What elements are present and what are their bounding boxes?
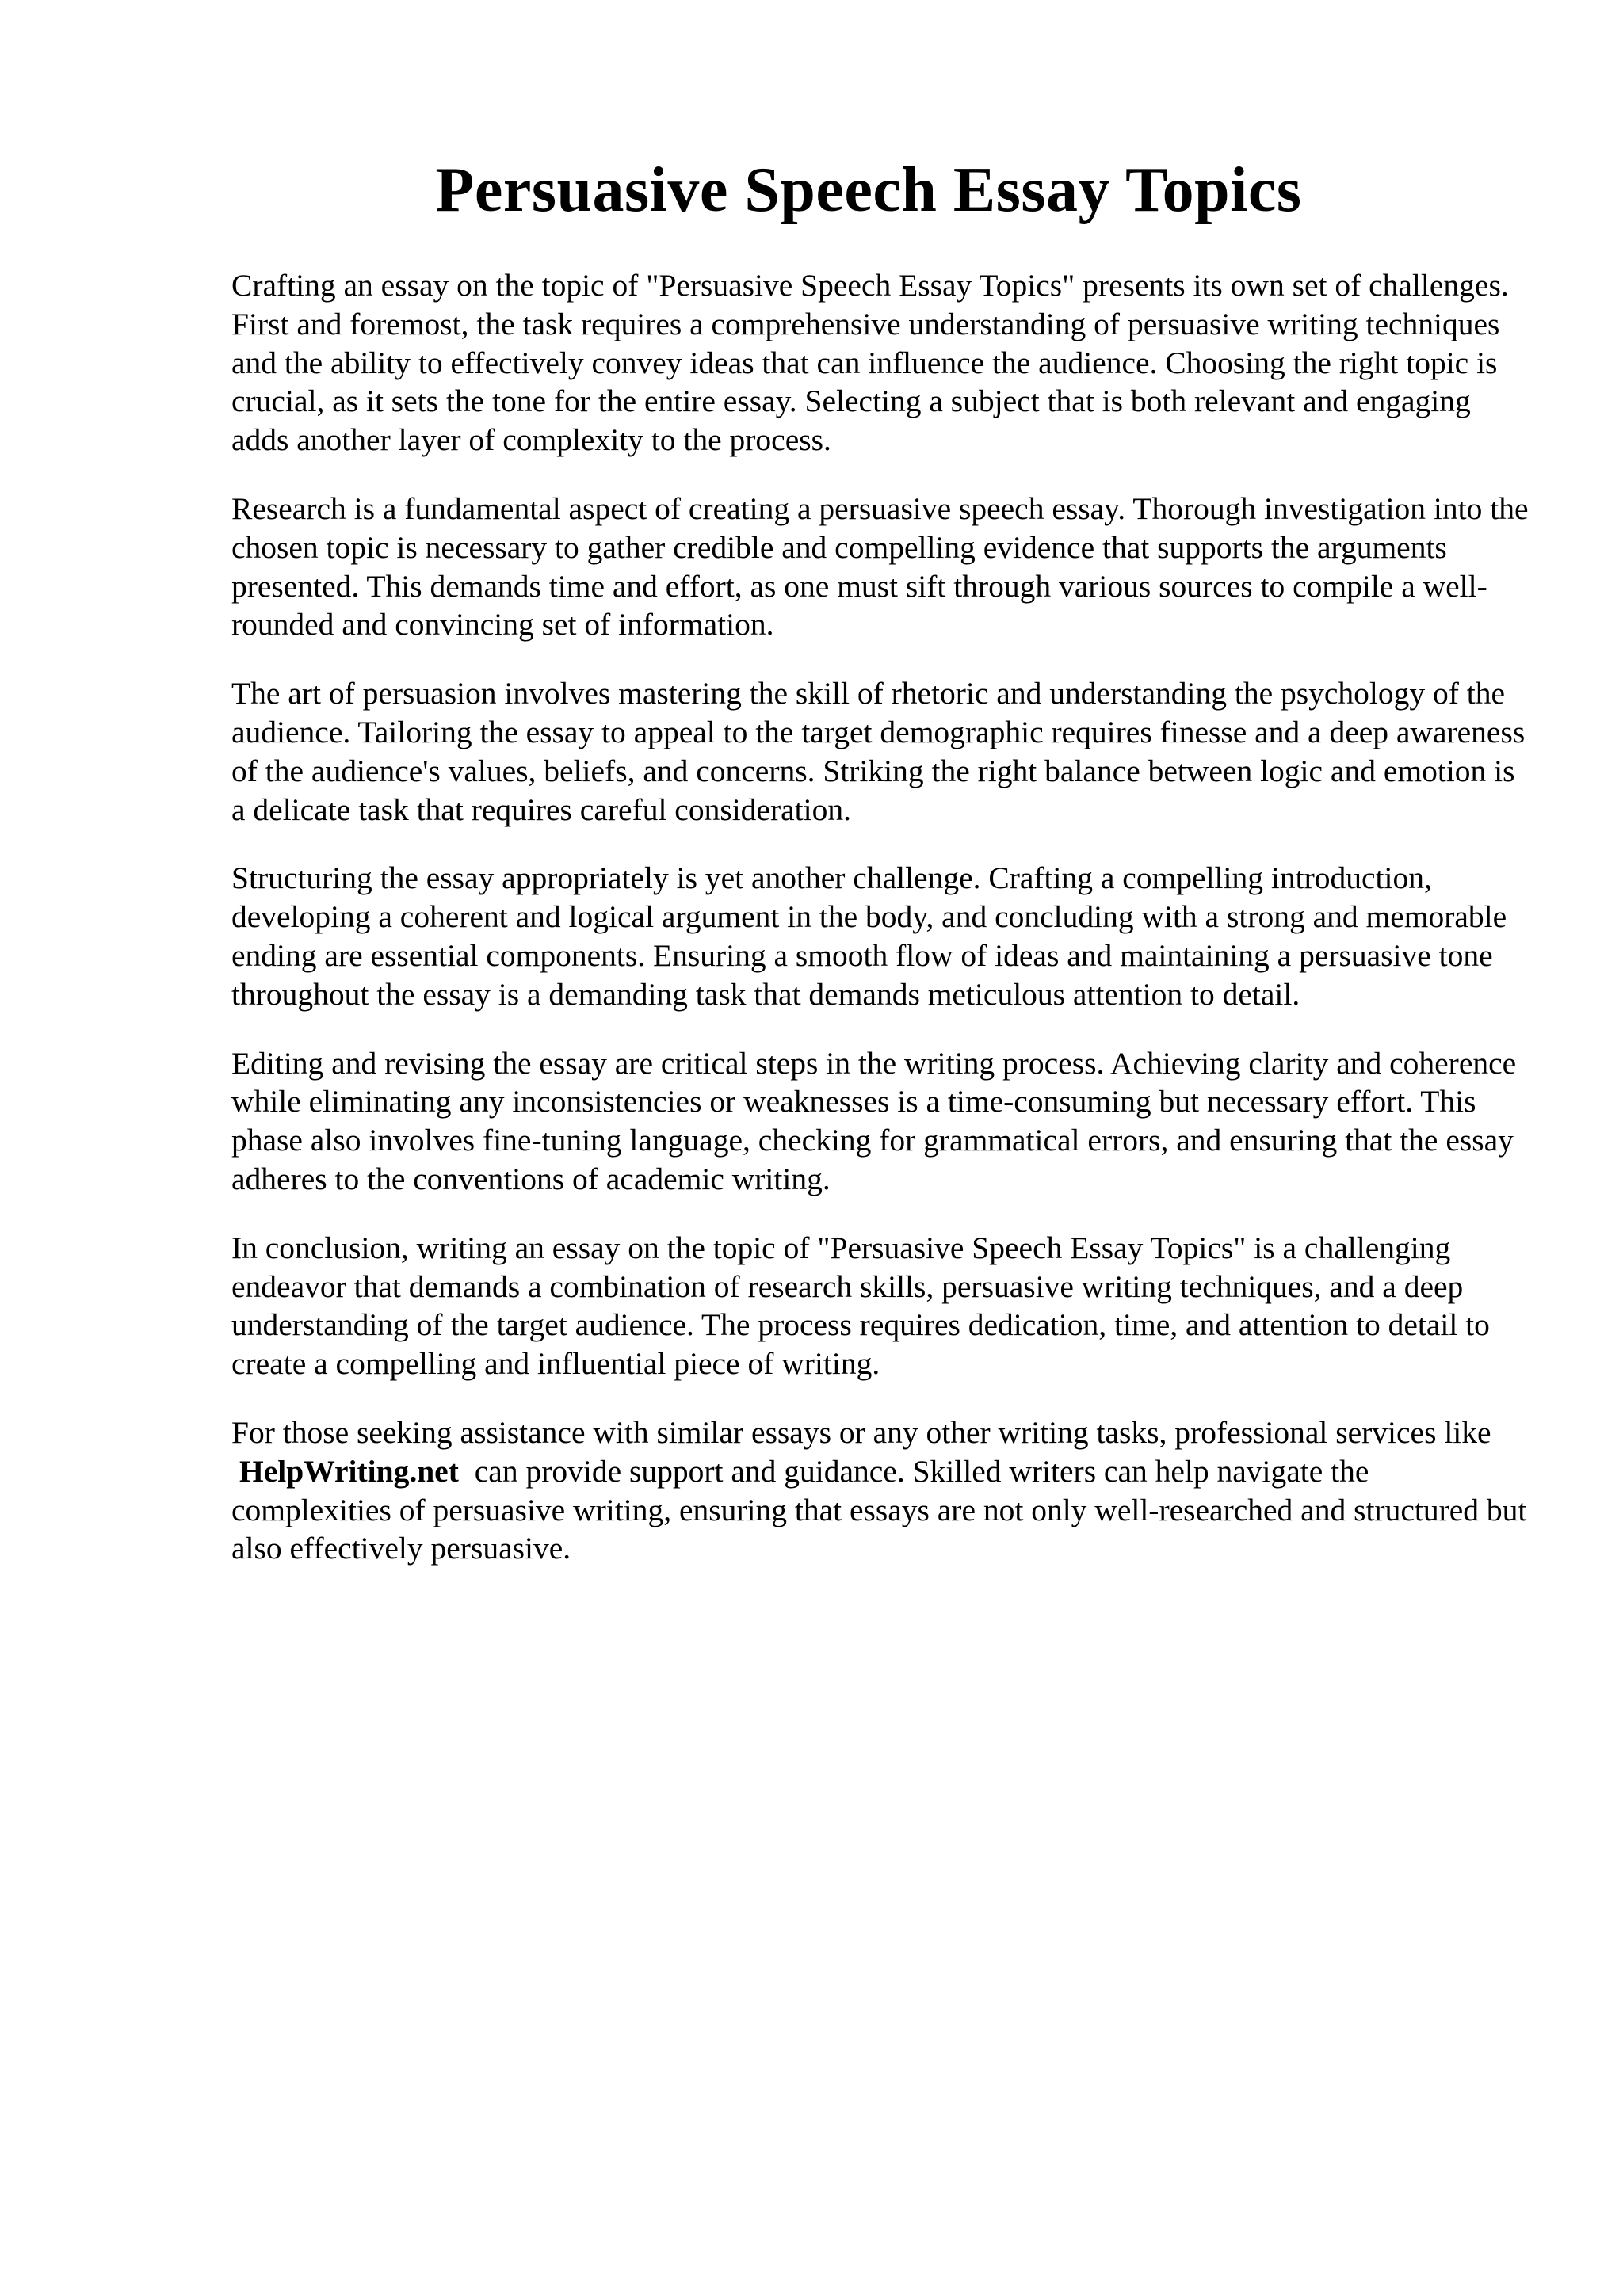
helpwriting-link[interactable]: HelpWriting.net <box>239 1453 459 1489</box>
document-body <box>231 266 1531 1598</box>
paragraph-closing <box>231 1413 1531 1568</box>
document-title: Persuasive Speech Essay Topics <box>435 155 1302 225</box>
closing-text-after: can provide support and guidance. Skilled writers can help navigate the complexities of persuasive writing, ensuring that essays are not only well-researched and structured but also effectively persuasive. <box>231 1453 1527 1566</box>
paragraph-conclusion: In conclusion, writing an essay on the topic of "Persuasive Speech Essay Topics" is a challenging endeavor that demands a combination of research skills, persuasive writing techniques, and a deep understanding of the target audience. The process requires dedication, time, and attention to detail to create a compelling and influential piece of writing. <box>231 1230 1490 1382</box>
paragraph-research: Research is a fundamental aspect of creating a persuasive speech essay. Thorough investigation into the chosen topic is necessary to gather credible and compelling evidence that supports the arguments presented. This demands time and effort, as one must sift through various sources to compile a well-rounded and convincing set of information. <box>231 490 1529 643</box>
paragraph-structure: Structuring the essay appropriately is yet another challenge. Crafting a compelling introduction, developing a coherent and logical argument in the body, and concluding with a strong and memorable ending are essential components. Ensuring a smooth flow of ideas and maintaining a persuasive tone throughout the essay is a demanding task that demands meticulous attention to detail. <box>231 860 1507 1012</box>
paragraph-editing: Editing and revising the essay are critical steps in the writing process. Achieving clarity and coherence while eliminating any inconsistencies or weaknesses is a time-consuming but necessary effort. This phase also involves fine-tuning language, checking for grammatical errors, and ensuring that the essay adheres to the conventions of academic writing. <box>231 1045 1517 1196</box>
paragraph-intro: Crafting an essay on the topic of "Persuasive Speech Essay Topics" presents its own set of challenges. First and foremost, the task requires a comprehensive understanding of persuasive writing techniques and the ability to effectively convey ideas that can influence the audience. Choosing the right topic is crucial, as it sets the tone for the entire essay. Selecting a subject that is both relevant and engaging adds another layer of complexity to the process. <box>231 268 1509 458</box>
paragraph-persuasion: The art of persuasion involves mastering the skill of rhetoric and understanding the psychology of the audience. Tailoring the essay to appeal to the target demographic requires finesse and a deep awareness of the audience's values, beliefs, and concerns. Striking the right balance between logic and emotion is a delicate task that requires careful consideration. <box>231 676 1526 827</box>
closing-text-before: For those seeking assistance with similar essays or any other writing tasks, professional services like <box>231 1414 1491 1450</box>
